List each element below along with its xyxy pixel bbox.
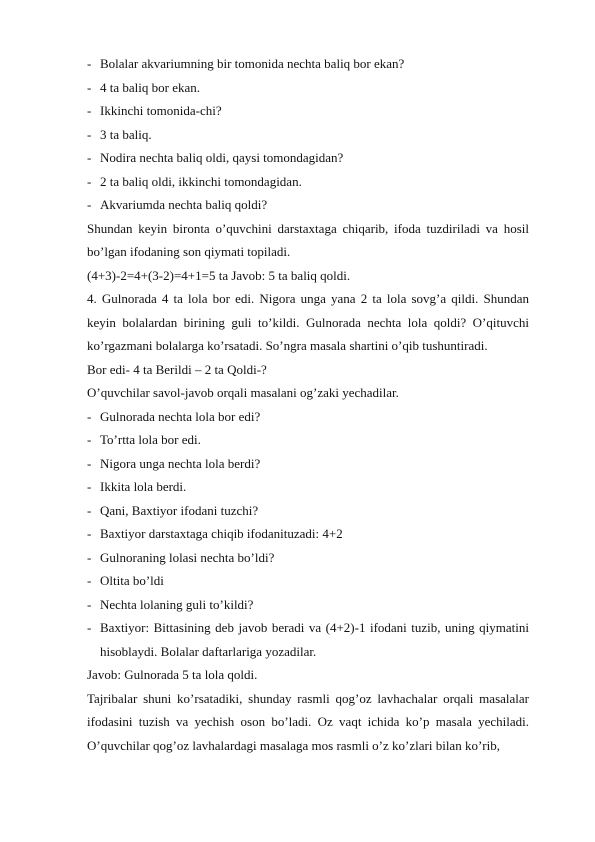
dialog-text: 2 ta baliq oldi, ikkinchi tomondagidan. [100,173,302,189]
dash-mark: - [87,197,92,212]
qa-text: Gulnoraning lolasi nechta bo’ldi? [100,549,275,565]
dash-mark: - [87,79,92,95]
qa-line [87,546,529,570]
dialog-line [87,76,529,100]
qa-text: Oltita bo’ldi [100,573,164,588]
dash-mark: - [87,549,92,565]
paragraph-conclusion: Tajribalar shuni ko’rsatadiki, shunday rasmli qog’oz lavhachalar orqali masalalar ifodasini tuzish va yechish oson bo’ladi. Oz vaqt ichida ko’p masala yechiladi. O’quvchilar qog’oz lavhalardagi masalaga mos rasmli o’z ko’zlari bilan ko’rib, [87,690,529,753]
dialog-text: Akvariumda nechta baliq qoldi? [100,197,268,212]
qa-line [87,522,529,546]
dash-mark: - [87,502,92,518]
dialog-text: Ikkinchi tomonida-chi? [100,103,222,118]
dialog-text: 3 ta baliq. [100,126,152,142]
dash-mark: - [87,479,92,494]
dash-mark: - [87,173,92,189]
dash-mark: - [87,455,92,471]
qa-line [87,405,529,429]
equation-line: (4+3)-2=4+(3-2)=4+1=5 ta Javob: 5 ta baliq qoldi. [87,267,351,283]
dialog-line [87,170,529,194]
qa-line [87,569,529,593]
qa-text: Nechta lolaning guli to’kildi? [100,596,254,612]
dash-mark: - [87,408,92,424]
condition-line: Bor edi- 4 ta Berildi – 2 ta Qoldi-? [87,361,267,377]
dash-mark: - [87,432,92,447]
qa-long-text: Baxtiyor: Bittasining deb javob beradi va (4+2)-1 ifodani tuzib, uning qiymatini hisoblaydi. Bolalar daftarlariga yozadilar. [100,620,529,659]
dash-mark: - [87,103,92,118]
paragraph-expression: Shundan keyin bironta o’quvchini darstaxtaga chiqarib, ifoda tuzdiriladi va hosil bo’lgan ifodaning son qiymati topiladi. [87,220,529,259]
dialog-line [87,123,529,147]
intro-line: O’quvchilar savol-javob orqali masalani og’zaki yechadilar. [87,385,399,400]
qa-long-line [87,616,529,663]
dash-mark: - [87,150,92,165]
dash-mark: - [87,573,92,588]
qa-text: Qani, Baxtiyor ifodani tuzchi? [100,502,259,518]
qa-text: Baxtiyor darstaxtaga chiqib ifodanituzadi: 4+2 [100,526,343,541]
dialog-line [87,193,529,217]
dash-mark: - [87,126,92,142]
dialog-line [87,146,529,170]
qa-line [87,452,529,476]
dash-mark: - [87,596,92,612]
dialog-line [87,52,529,76]
qa-line [87,475,529,499]
dash-mark: - [87,56,92,71]
paragraph-problem-4: 4. Gulnorada 4 ta lola bor edi. Nigora unga yana 2 ta lola sovg’a qildi. Shundan keyin bolalardan birining guli to’kildi. Gulnorada nechta lola qoldi? O’qituvchi ko’rgazmani bolalarga ko’rsatadi. So’ngra masala shartini o’qib tushuntiradi. [87,291,529,353]
dialog-text: 4 ta baliq bor ekan. [100,79,200,95]
answer-line: Javob: Gulnorada 5 ta lola qoldi. [87,667,258,682]
dialog-line [87,99,529,123]
qa-line [87,499,529,523]
dash-mark: - [87,526,92,541]
qa-text: Gulnorada nechta lola bor edi? [100,408,261,424]
dash-mark: - [87,620,92,635]
document-body [87,52,529,757]
dialog-text: Nodira nechta baliq oldi, qaysi tomondagidan? [100,150,344,165]
qa-text: Ikkita lola berdi. [100,479,187,494]
qa-text: Nigora unga nechta lola berdi? [100,455,261,471]
qa-text: To’rtta lola bor edi. [100,432,201,447]
qa-line [87,593,529,617]
qa-line [87,428,529,452]
dialog-text: Bolalar akvariumning bir tomonida nechta baliq bor ekan? [100,56,405,71]
